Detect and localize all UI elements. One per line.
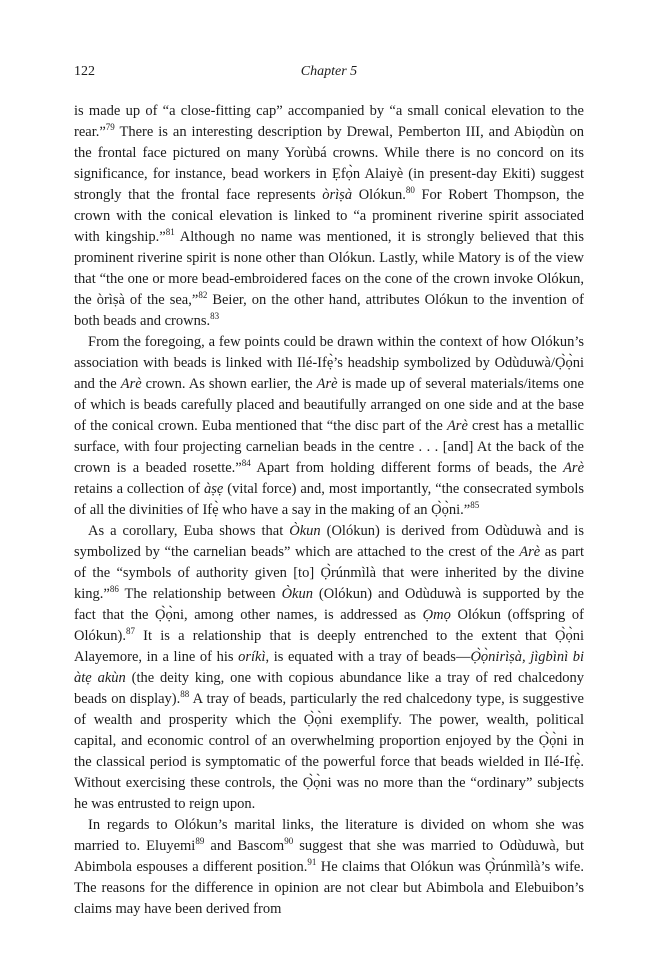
text-run: In regards to Olókun’s marital links, the literature is divided on whom she was married to. Eluyemi [74,817,584,854]
text-run: Although no name was mentioned, it is strongly believed that this prominent riverine spirit is none other than Olókun. Lastly, while Matory is of the view that “the one or more bead-embroidered faces on the cone of the crown invoke Olókun, the òrìṣà of the sea,” [74,229,584,308]
italic-term: Òkun [281,586,313,602]
text-run: as part of the “symbols of authority given [to] Ọ̀rúnmìlà that were inherited by the divine king.” [74,544,584,602]
italic-term: òrìṣà [322,187,353,203]
text-run: suggest that she was married to Odùduwà, but Abimbola espouses a different position. [74,838,584,875]
text-run: and Bascom [204,838,285,854]
italic-term: àṣẹ [204,481,224,497]
text-run: is made up of “a close-fitting cap” accompanied by “a small conical elevation to the rear.” [74,103,584,140]
footnote-ref: 90 [284,836,294,847]
italic-term: Ọ̀ọ̀nirìṣà, jìgbìnì bi àtẹ akùn [74,649,584,686]
text-run: (Olókun) is derived from Odùduwà and is symbolized by “the carnelian beads” which are attached to the crest of the [74,523,584,560]
page-number: 122 [74,64,95,79]
paragraph [74,101,584,332]
italic-term: Arè [120,376,142,392]
text-run: crest has a metallic surface, with four projecting carnelian beads in the centre . . . [and] At the back of the crown is a beaded rosette.” [74,418,584,476]
running-head: Chapter 5 [300,64,358,79]
text-run: Apart from holding different forms of beads, the [250,460,564,476]
footnote-ref: 89 [195,836,205,847]
text-run: retains a collection of [74,481,205,497]
footnote-ref: 82 [198,290,208,301]
italic-term: oríkì [238,649,266,665]
text-run: , is equated with a tray of beads— [265,649,471,665]
text-run: is made up of several materials/items one of which is beads carefully placed and beautifully arranged on one side and at the base of the conical crown. Euba mentioned that “the disc part of the [74,376,584,434]
footnote-ref: 84 [241,458,251,469]
italic-term: Arè [316,376,338,392]
footnote-ref: 81 [165,227,175,238]
page-header [74,64,584,86]
paragraph [74,815,584,920]
italic-term: Arè [446,418,468,434]
italic-term: Arè [519,544,541,560]
text-run: He claims that Olókun was Ọ̀rúnmìlà’s wife. The reasons for the difference in opinion are not clear but Abimbola and Elebuibon’s claims may have been derived from [74,859,584,917]
footnote-ref: 85 [470,500,480,511]
text-run: It is a relationship that is deeply entrenched to the extent that Ọ̀ọ̀ni Alayemore, in a line of his [74,628,584,665]
footnote-ref: 83 [210,311,220,322]
italic-term: Ọmọ [422,607,451,623]
footnote-ref: 86 [109,584,119,595]
footnote-ref: 91 [307,857,317,868]
text-run: Olókun (offspring of Olókun). [74,607,584,644]
paragraph [74,332,584,521]
text-run: There is an interesting description by Drewal, Pemberton III, and Abiọdùn on the frontal face pictured on many Yorùbá crowns. While there is no concord on its significance, for instance, bead workers in Ẹfọ̀n Alaiyè (in present-day Ekiti) suggest strongly that the frontal face represents [74,124,584,203]
text-run: A tray of beads, particularly the red chalcedony type, is suggestive of wealth and prosperity which the Ọ̀ọ̀ni exemplify. The power, wealth, political capital, and economic control of an overwhelming proportion enjoyed by the Ọ̀ọ̀ni in the classical period is symptomatic of the powerful force that beads wielded in Ilé-Ifẹ̀. Without exercising these controls, the Ọ̀ọ̀ni was no more than the “ordinary” subjects he was entrusted to reign upon. [74,691,584,812]
paragraph [74,521,584,815]
text-run: (vital force) and, most importantly, “the consecrated symbols of all the divinities of Ifẹ̀ who have a say in the making of an Ọ̀ọ̀ni.” [74,481,584,518]
text-run: From the foregoing, a few points could be drawn within the context of how Olókun’s association with beads is linked with Ilé-Ifẹ̀’s headship symbolized by Odùduwà/Ọ̀ọ̀ni and the [74,334,584,392]
text-run: As a corollary, Euba shows that [88,523,290,539]
text-run: (the deity king, one with copious abundance like a tray of red chalcedony beads on display). [74,670,584,707]
text-run: (Olókun) and Odùduwà is supported by the fact that the Ọ̀ọ̀ni, among other names, is addressed as [74,586,584,623]
footnote-ref: 79 [105,122,115,133]
footnote-ref: 88 [180,689,190,700]
book-page [74,64,584,920]
text-run: The relationship between [118,586,282,602]
text-run: Beier, on the other hand, attributes Olókun to the invention of both beads and crowns. [74,292,584,329]
italic-term: Arè [563,460,584,476]
text-run: For Robert Thompson, the crown with the conical elevation is linked to “a prominent riverine spirit associated with kingship.” [74,187,585,245]
footnote-ref: 87 [125,626,135,637]
italic-term: Òkun [289,523,321,539]
text-run: Olókun. [352,187,406,203]
footnote-ref: 80 [405,185,415,196]
text-run: crown. As shown earlier, the [141,376,317,392]
body-text [74,101,584,920]
